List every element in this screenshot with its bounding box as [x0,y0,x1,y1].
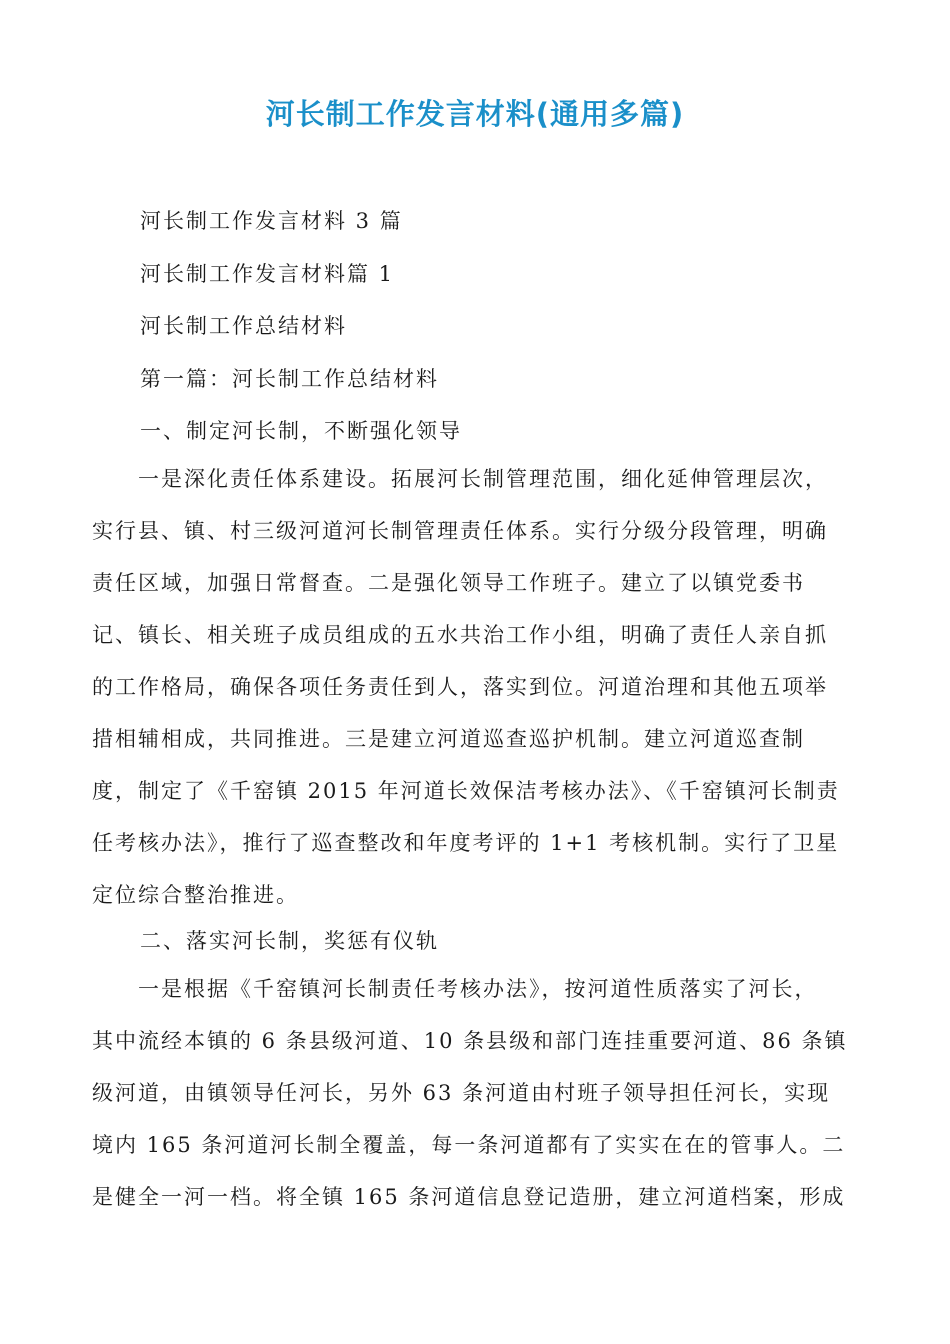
section-heading: 河长制工作总结材料 [140,314,347,338]
text-line: 实行县、镇、村三级河道河长制管理责任体系。实行分级分段管理，明确 [92,519,828,543]
text-line: 记、镇长、相关班子成员组成的五水共治工作小组，明确了责任人亲自抓 [92,623,828,647]
text-line: 级河道，由镇领导任河长，另外 63 条河道由村班子领导担任河长，实现 [92,1081,831,1105]
section-heading: 一、制定河长制，不断强化领导 [140,419,462,443]
section-heading: 河长制工作发言材料篇 1 [140,262,395,286]
body-paragraph [92,453,862,921]
text-line: 措相辅相成，共同推进。三是建立河道巡查巡护机制。建立河道巡查制 [92,727,805,751]
body-paragraph [92,963,862,1223]
text-line: 其中流经本镇的 6 条县级河道、10 条县级和部门连挂重要河道、86 条镇 [92,1029,848,1053]
section-heading: 第一篇：河长制工作总结材料 [140,367,439,391]
text-line: 一是深化责任体系建设。拓展河长制管理范围，细化延伸管理层次， [92,467,828,491]
text-line: 任考核办法》，推行了巡查整改和年度考评的 1+1 考核机制。实行了卫星 [92,831,840,855]
text-line: 是健全一河一档。将全镇 165 条河道信息登记造册，建立河道档案，形成 [92,1185,846,1209]
text-line: 定位综合整治推进。 [92,883,299,907]
text-line: 责任区域，加强日常督查。二是强化领导工作班子。建立了以镇党委书 [92,571,805,595]
section-heading: 二、落实河长制，奖惩有仪轨 [140,929,439,953]
text-line: 境内 165 条河道河长制全覆盖，每一条河道都有了实实在在的管事人。二 [92,1133,846,1157]
page-title: 河长制工作发言材料(通用多篇) [265,97,685,131]
text-line: 一是根据《千窑镇河长制责任考核办法》，按河道性质落实了河长， [92,977,818,1001]
text-line: 的工作格局，确保各项任务责任到人，落实到位。河道治理和其他五项举 [92,675,828,699]
doc-subtitle: 河长制工作发言材料 3 篇 [140,209,403,233]
text-line: 度，制定了《千窑镇 2015 年河道长效保洁考核办法》、《千窑镇河长制责 [92,779,840,803]
